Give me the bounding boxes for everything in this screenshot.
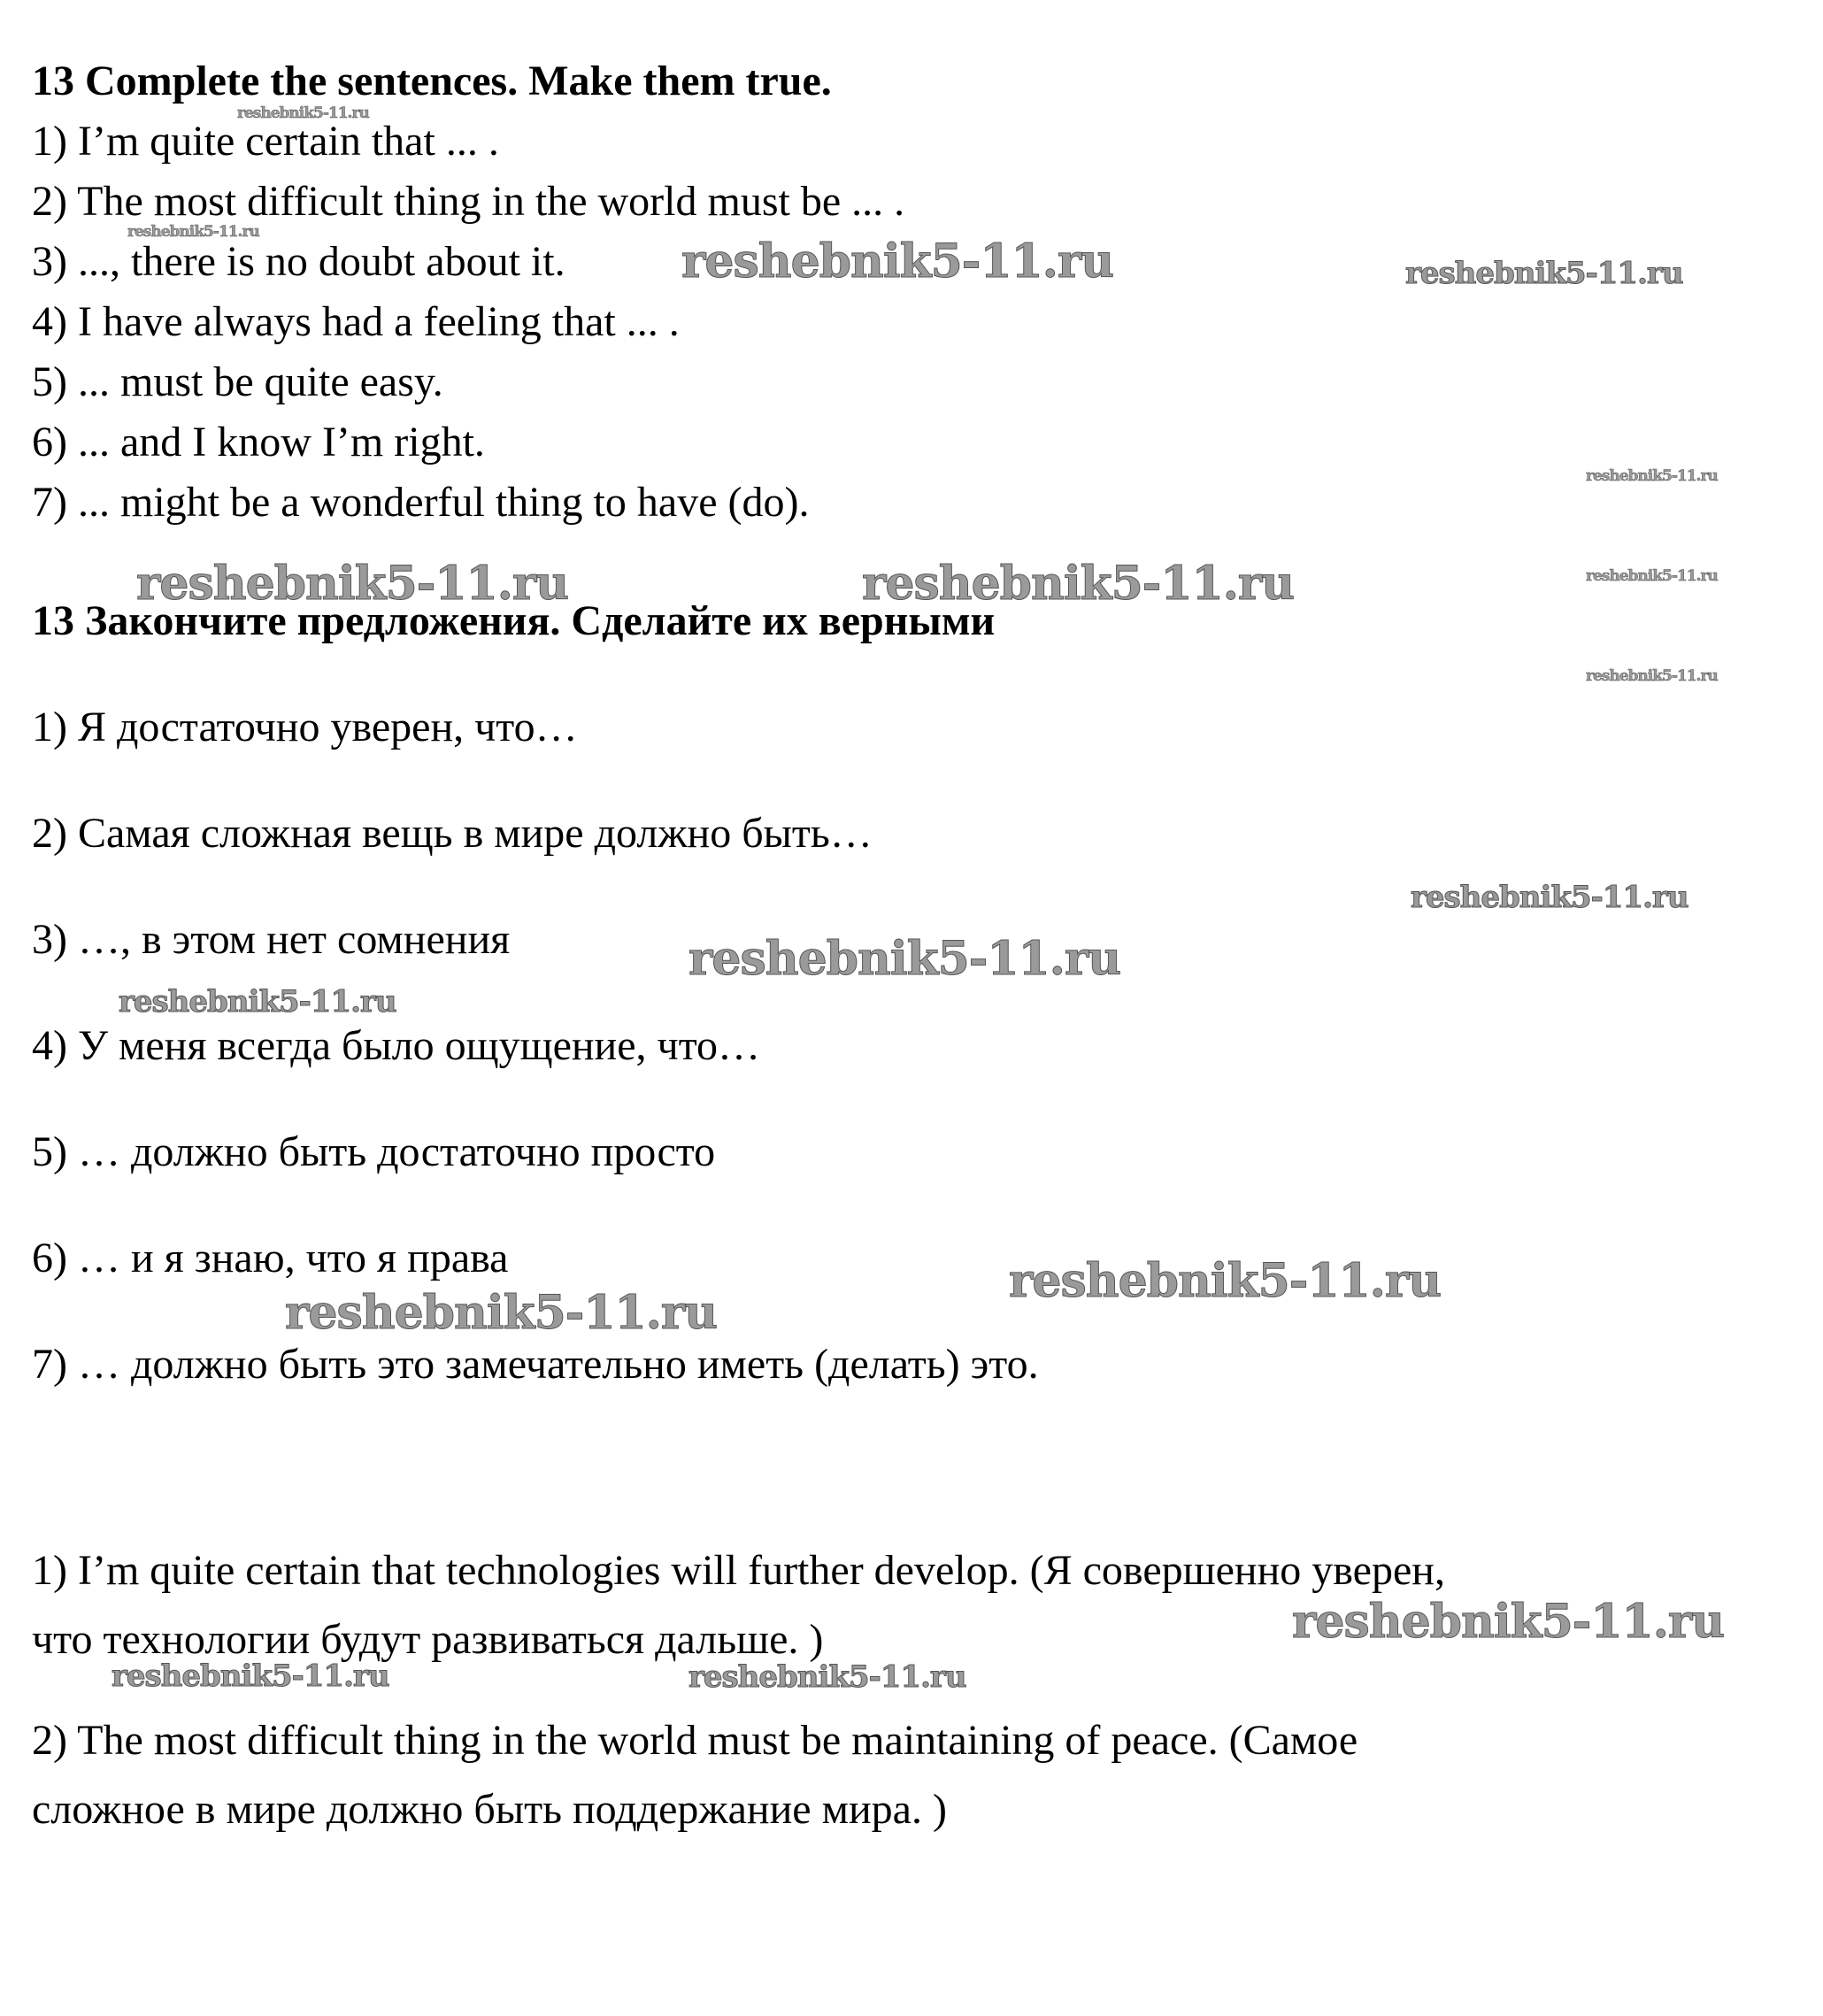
watermark: reshebnik5-11.ru (1586, 667, 1718, 685)
answer-1-line-2: что технологии будут развиваться дальше. ) (32, 1616, 824, 1663)
answer-2-line-2: сложное в мире должно быть поддержание мира. ) (32, 1786, 947, 1833)
watermark: reshebnik5-11.ru (1405, 256, 1683, 291)
russian-task-title: 13 Закончите предложения. Сделайте их верными (32, 597, 996, 644)
russian-item-7: 7) … должно быть это замечательно иметь (делать) это. (32, 1341, 1039, 1388)
russian-item-3: 3) …, в этом нет сомнения (32, 916, 511, 963)
english-item-2: 2) The most difficult thing in the world must be ... . (32, 178, 905, 225)
watermark: reshebnik5-11.ru (1586, 567, 1718, 585)
english-item-5: 5) ... must be quite easy. (32, 358, 443, 405)
russian-item-1: 1) Я достаточно уверен, что… (32, 704, 578, 750)
watermark: reshebnik5-11.ru (1586, 467, 1718, 485)
english-item-7: 7) ... might be a wonderful thing to have (do). (32, 479, 810, 526)
english-item-6: 6) ... and I know I’m right. (32, 419, 485, 466)
watermark: reshebnik5-11.ru (688, 1659, 966, 1695)
watermark: reshebnik5-11.ru (1411, 880, 1688, 915)
watermark: reshebnik5-11.ru (285, 1286, 718, 1340)
answer-2-line-1: 2) The most difficult thing in the world must be maintaining of peace. (Самое (32, 1717, 1358, 1764)
russian-item-5: 5) … должно быть достаточно просто (32, 1128, 716, 1175)
english-item-1: 1) I’m quite certain that ... . (32, 118, 499, 165)
watermark: reshebnik5-11.ru (112, 1658, 389, 1694)
watermark: reshebnik5-11.ru (1292, 1595, 1725, 1649)
watermark: reshebnik5-11.ru (127, 223, 259, 241)
watermark: reshebnik5-11.ru (862, 557, 1295, 611)
watermark: reshebnik5-11.ru (237, 104, 369, 122)
english-task-title: 13 Complete the sentences. Make them true. (32, 58, 832, 104)
watermark: reshebnik5-11.ru (688, 932, 1121, 986)
answer-1-line-1: 1) I’m quite certain that technologies will further develop. (Я совершенно уверен, (32, 1547, 1445, 1594)
english-item-4: 4) I have always had a feeling that ... . (32, 298, 680, 345)
watermark: reshebnik5-11.ru (119, 984, 396, 1020)
watermark: reshebnik5-11.ru (681, 235, 1114, 289)
english-item-3: 3) ..., there is no doubt about it. (32, 238, 565, 285)
watermark: reshebnik5-11.ru (136, 557, 569, 611)
russian-item-2: 2) Самая сложная вещь в мире должно быть… (32, 810, 873, 857)
watermark: reshebnik5-11.ru (1009, 1254, 1442, 1308)
russian-item-4: 4) У меня всегда было ощущение, что… (32, 1022, 761, 1069)
russian-item-6: 6) … и я знаю, что я права (32, 1235, 509, 1281)
